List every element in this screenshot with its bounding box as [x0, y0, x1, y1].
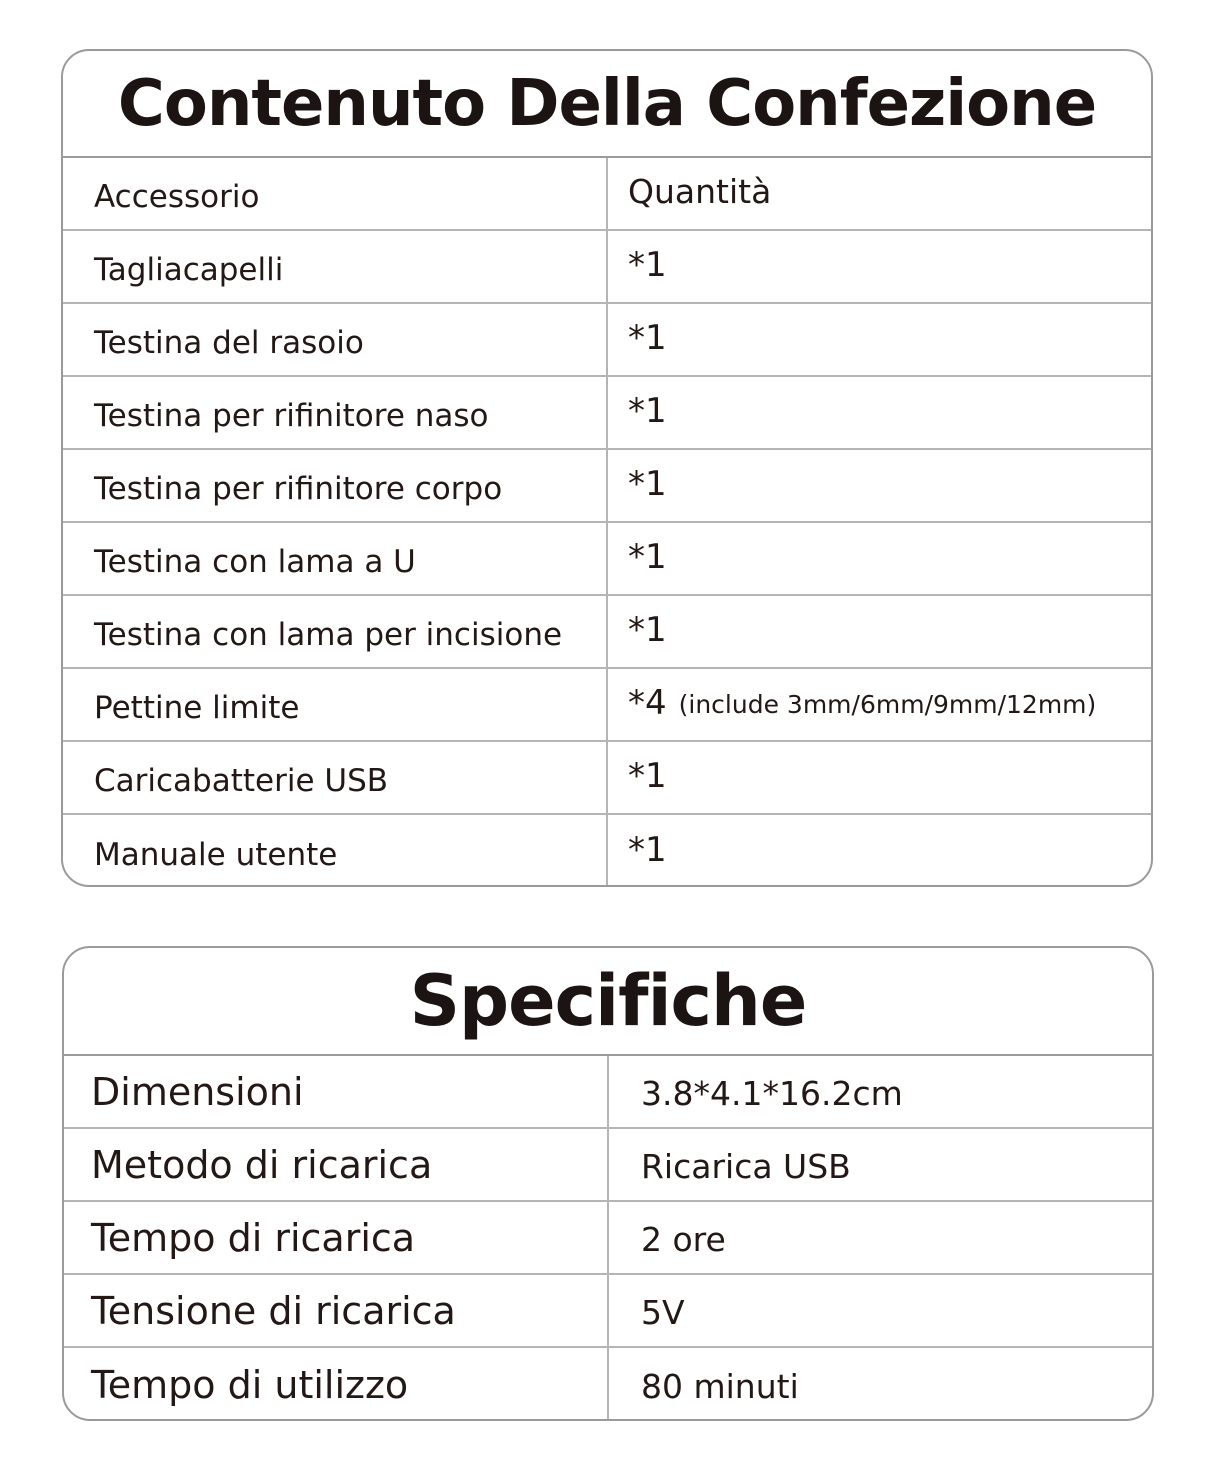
specs-table: [62, 946, 1154, 1421]
item-quantity: *1: [628, 609, 667, 650]
item-quantity: *1: [628, 829, 667, 870]
item-name: Testina per rifinitore naso: [63, 377, 608, 448]
item-name: Caricabatterie USB: [63, 742, 608, 813]
spec-value: 80 minuti: [641, 1367, 799, 1406]
table-row: [64, 1348, 1152, 1421]
item-name: Tagliacapelli: [63, 231, 608, 302]
table-row: [63, 669, 1151, 742]
item-quantity: *1: [628, 536, 667, 577]
item-name: Testina con lama per incisione: [63, 596, 608, 667]
spec-label: Tempo di utilizzo: [64, 1348, 609, 1421]
table-row: [63, 523, 1151, 596]
table-row: [63, 596, 1151, 669]
item-name: Testina con lama a U: [63, 523, 608, 594]
spec-label: Tensione di ricarica: [64, 1275, 609, 1346]
item-name: Manuale utente: [63, 815, 608, 887]
table-row: [64, 1275, 1152, 1348]
contents-table: [61, 49, 1153, 887]
table-row: [64, 1129, 1152, 1202]
header-quantity: Quantità: [628, 172, 772, 211]
item-note: (include 3mm/6mm/9mm/12mm): [678, 690, 1097, 719]
item-name: Testina per rifinitore corpo: [63, 450, 608, 521]
header-item: Accessorio: [63, 158, 608, 229]
specs-title: Specifiche: [64, 948, 1152, 1056]
table-row: [63, 450, 1151, 523]
spec-value: 3.8*4.1*16.2cm: [641, 1074, 903, 1113]
item-quantity: *1: [628, 755, 667, 796]
table-row: [63, 742, 1151, 815]
item-quantity: *1: [628, 244, 667, 285]
item-quantity: *1: [628, 317, 667, 358]
table-row: [63, 231, 1151, 304]
table-row: [63, 304, 1151, 377]
contents-title: Contenuto Della Confezione: [63, 51, 1151, 158]
spec-value: 2 ore: [641, 1220, 726, 1259]
table-row: [64, 1202, 1152, 1275]
table-row: [63, 815, 1151, 887]
item-quantity: *4: [628, 682, 667, 723]
item-quantity: *1: [628, 390, 667, 431]
spec-label: Metodo di ricarica: [64, 1129, 609, 1200]
spec-label: Tempo di ricarica: [64, 1202, 609, 1273]
item-name: Testina del rasoio: [63, 304, 608, 375]
spec-value: Ricarica USB: [641, 1147, 851, 1186]
contents-header-row: [63, 158, 1151, 231]
table-row: [63, 377, 1151, 450]
spec-label: Dimensioni: [64, 1056, 609, 1127]
item-quantity: *1: [628, 463, 667, 504]
item-name: Pettine limite: [63, 669, 608, 740]
table-row: [64, 1056, 1152, 1129]
spec-value: 5V: [641, 1293, 685, 1332]
